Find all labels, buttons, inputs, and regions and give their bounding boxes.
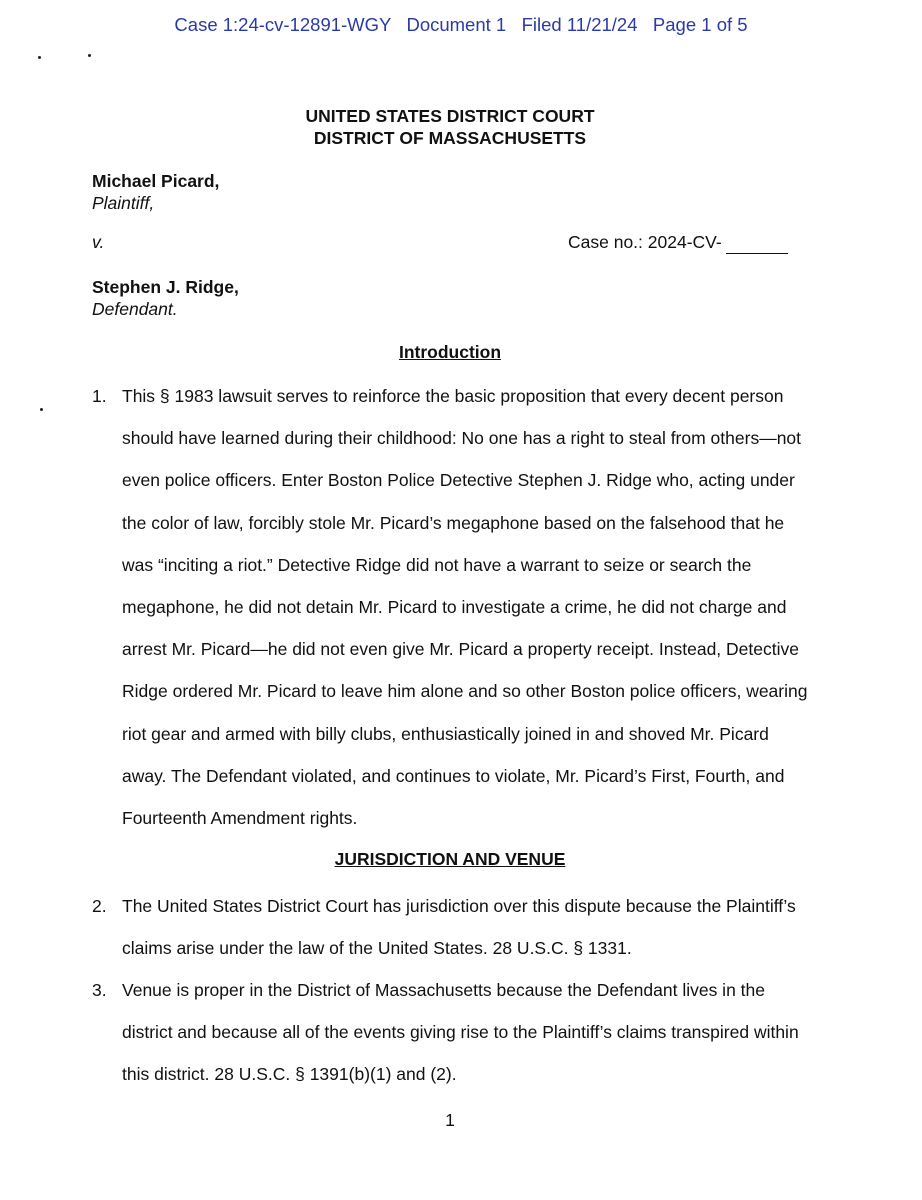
defendant-block [92,276,239,320]
scan-speck [40,408,43,411]
paragraph-3 [92,969,812,1096]
plaintiff-block [92,170,219,214]
case-number-label: Case no.: 2024-CV- [568,232,722,252]
plaintiff-role: Plaintiff, [92,193,155,213]
paragraph-number: 1. [92,386,107,406]
plaintiff-name: Michael Picard, [92,171,220,191]
paragraph-text: This § 1983 lawsuit serves to reinforce the basic proposition that every decent person should have learned during their childhood: No one has a right to steal from others—not even police officers. Enter Boston Police Detective Stephen J. Ridge who, acting under the color of law, forcibly stole Mr. Picard’s megaphone based on the falsehood that he was “inciting a riot.” Detective Ridge did not have a warrant to seize or search the megaphone, he did not detain Mr. Picard to investigate a crime, he did not charge and arrest Mr. Picard—he did not even give Mr. Picard a property receipt. Instead, Detective Ridge ordered Mr. Picard to leave him alone and so other Boston police officers, wearing riot gear and armed with billy clubs, enthusiastically joined in and shoved Mr. Picard away. The Defendant violated, and continues to violate, Mr. Picard’s First, Fourth, and Fourteenth Amendment rights. [122,386,808,829]
paragraph-text: Venue is proper in the District of Massachusetts because the Defendant lives in the district and because all of the events giving rise to the Plaintiff’s claims transpired within this district. 28 U.S.C. § 1391(b)(1) and (2). [122,980,799,1085]
defendant-name: Stephen J. Ridge, [92,277,239,297]
court-name: UNITED STATES DISTRICT COURT [305,106,595,126]
paragraph-1 [92,375,812,839]
paragraph-number: 2. [92,896,107,916]
case-number [568,232,788,254]
defendant-role: Defendant. [92,299,178,319]
court-caption [0,105,900,149]
filing-header-stamp: Case 1:24-cv-12891-WGY Document 1 Filed 11/21/24 Page 1 of 5 [174,14,748,35]
case-number-blank [726,232,788,254]
paragraph-text: The United States District Court has jurisdiction over this dispute because the Plaintiff’s claims arise under the law of the United States. 28 U.S.C. § 1331. [122,896,796,959]
scan-speck [38,56,41,59]
section-heading-jurisdiction: JURISDICTION AND VENUE [334,849,566,869]
paragraph-number: 3. [92,980,107,1000]
section-heading-introduction: Introduction [398,342,502,362]
paragraph-2 [92,885,812,969]
versus-label: v. [92,232,105,252]
court-district: DISTRICT OF MASSACHUSETTS [313,128,587,148]
scan-speck [88,54,91,57]
page-number: 1 [445,1110,455,1130]
